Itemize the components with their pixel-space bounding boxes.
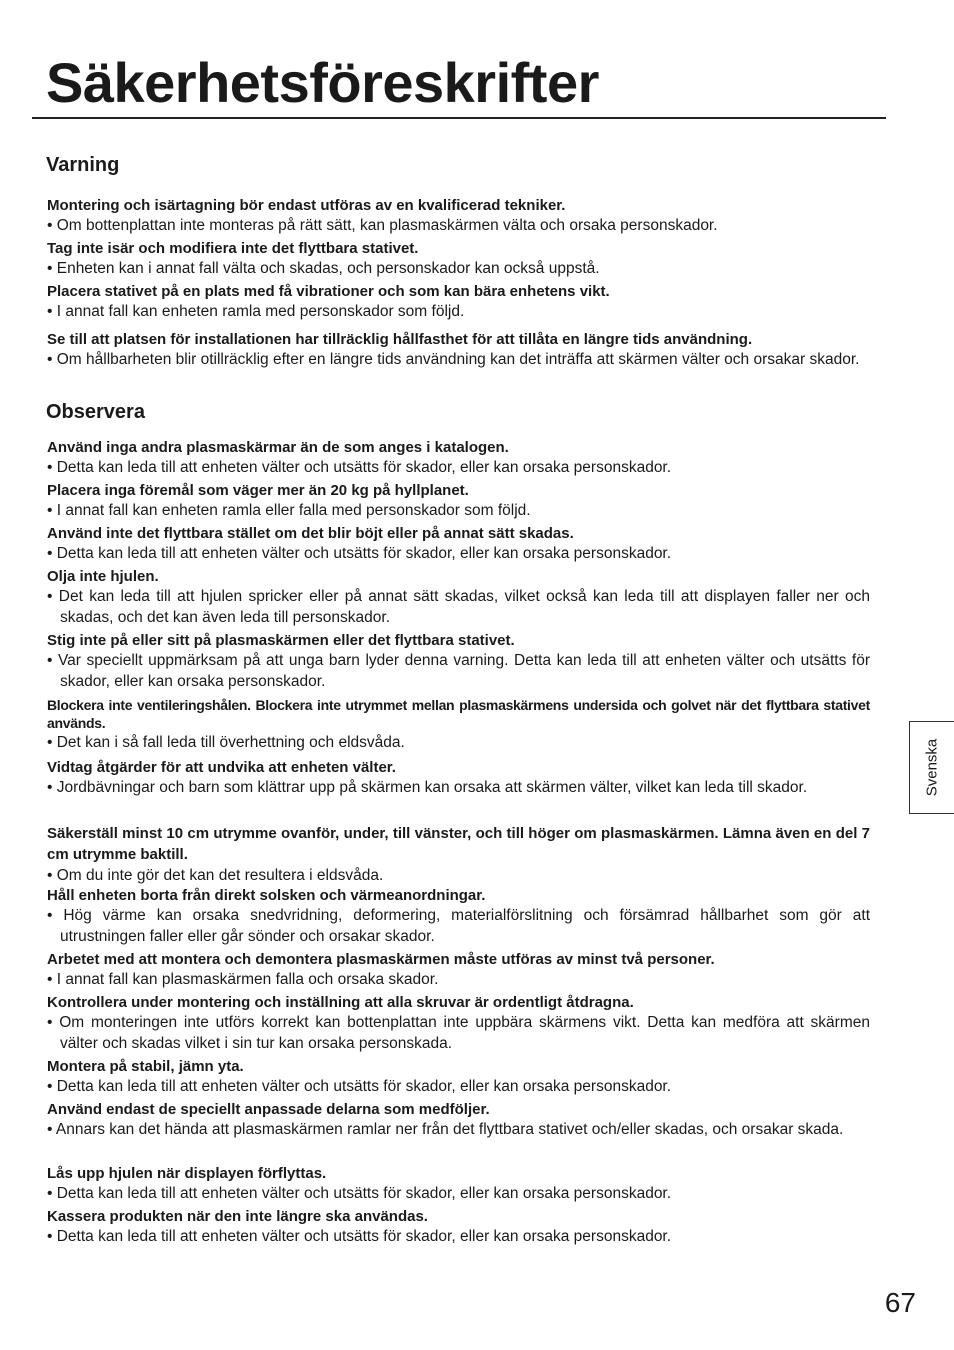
item-text: • Det kan leda till att hjulen spricker eller på annat sätt skadas, vilket också kan leda till att displayen faller ner och skadas, och det kan även leda till personskador.: [47, 588, 870, 626]
caution-item: [47, 759, 870, 798]
page-title: Säkerhetsföreskrifter: [46, 51, 599, 114]
item-title: Vidtag åtgärder för att undvika att enheten välter.: [47, 759, 396, 776]
item-text: • I annat fall kan enheten ramla eller falla med personskador som följd.: [47, 502, 531, 519]
item-text: • I annat fall kan enheten ramla med personskador som följd.: [47, 303, 465, 320]
item-title: Se till att platsen för installationen har tillräcklig hållfasthet för att tillåta en längre tids användning.: [47, 331, 753, 348]
item-title: Montering och isärtagning bör endast utföras av en kvalificerad tekniker.: [47, 197, 566, 214]
caution-item: [47, 823, 870, 886]
caution-item: [47, 439, 870, 478]
section-heading-varning: Varning: [46, 154, 120, 176]
item-title: Kontrollera under montering och inställning att alla skruvar är ordentligt åtdragna.: [47, 994, 634, 1011]
item-title: Använd inte det flyttbara stället om det blir böjt eller på annat sätt skadas.: [47, 525, 574, 542]
item-text: • Detta kan leda till att enheten välter och utsätts för skador, eller kan orsaka personskador.: [47, 545, 672, 562]
item-text: • Om hållbarheten blir otillräcklig efter en längre tids användning kan det inträffa att skärmen välter och orsakar skador.: [47, 351, 860, 368]
caution-item: [47, 1208, 870, 1247]
caution-item: [47, 951, 870, 990]
caution-item: [47, 1101, 870, 1140]
item-title: Placera stativet på en plats med få vibrationer och som kan bära enhetens vikt.: [47, 283, 610, 300]
item-text: • Detta kan leda till att enheten välter och utsätts för skador, eller kan orsaka personskador.: [47, 459, 672, 476]
caution-item: [47, 632, 870, 692]
warning-item: [47, 331, 870, 370]
page-number: 67: [884, 1287, 916, 1318]
item-title: Stig inte på eller sitt på plasmaskärmen eller det flyttbara stativet.: [47, 632, 515, 649]
item-text: • I annat fall kan plasmaskärmen falla och orsaka skador.: [47, 971, 439, 988]
caution-item: [47, 1058, 870, 1097]
item-text: • Om monteringen inte utförs korrekt kan bottenplattan inte uppbära skärmens vikt. Detta kan medföra att skärmen välter och skadas vilket i sin tur kan orsaka personskada.: [47, 1014, 870, 1052]
language-tab-label: Svenska: [923, 738, 941, 797]
item-title: Använd inga andra plasmaskärmar än de som anges i katalogen.: [47, 439, 509, 456]
item-text: • Om du inte gör det kan det resultera i eldsvåda.: [47, 867, 384, 884]
item-text: • Detta kan leda till att enheten välter och utsätts för skador, eller kan orsaka personskador.: [47, 1185, 672, 1202]
item-title: Använd endast de speciellt anpassade delarna som medföljer.: [47, 1101, 490, 1118]
item-title: Lås upp hjulen när displayen förflyttas.: [47, 1165, 327, 1182]
caution-item: [47, 887, 870, 947]
item-text: • Var speciellt uppmärksam på att unga barn lyder denna varning. Detta kan leda till att enheten välter och utsätts för skador, eller kan orsaka personskador.: [47, 652, 870, 690]
item-title: Håll enheten borta från direkt solsken och värmeanordningar.: [47, 887, 486, 904]
item-text: • Om bottenplattan inte monteras på rätt sätt, kan plasmaskärmen välta och orsaka personskador.: [47, 217, 718, 234]
item-title: Säkerställ minst 10 cm utrymme ovanför, under, till vänster, och till höger om plasmaskärmen. Lämna även en del 7 cm utrymme baktill.: [47, 825, 870, 863]
item-text: • Detta kan leda till att enheten välter och utsätts för skador, eller kan orsaka personskador.: [47, 1078, 672, 1095]
caution-item: [47, 1165, 870, 1204]
caution-item: [47, 696, 870, 753]
language-tab: [909, 721, 954, 814]
warning-item: [47, 197, 870, 236]
caution-item: [47, 994, 870, 1054]
item-text: • Hög värme kan orsaka snedvridning, deformering, materialförslitning och försämrad hållbarhet som gör att utrustningen faller eller går sönder och orsakar skador.: [47, 907, 870, 945]
item-title: Olja inte hjulen.: [47, 568, 159, 585]
item-text: • Det kan i så fall leda till överhettning och eldsvåda.: [47, 734, 405, 751]
caution-item: [47, 482, 870, 521]
warning-item: [47, 240, 870, 279]
item-title: Placera inga föremål som väger mer än 20 kg på hyllplanet.: [47, 482, 469, 499]
item-title: Kassera produkten när den inte längre ska användas.: [47, 1208, 428, 1225]
item-title: Tag inte isär och modifiera inte det flyttbara stativet.: [47, 240, 419, 257]
caution-item: [47, 525, 870, 564]
item-text: • Detta kan leda till att enheten välter och utsätts för skador, eller kan orsaka personskador.: [47, 1228, 672, 1245]
caution-item: [47, 568, 870, 628]
item-title: Montera på stabil, jämn yta.: [47, 1058, 244, 1075]
item-text: • Enheten kan i annat fall välta och skadas, och personskador kan också uppstå.: [47, 260, 600, 277]
item-title: Blockera inte ventileringshålen. Blockera inte utrymmet mellan plasmaskärmens undersida och golvet när det flyttbara stativet används.: [47, 697, 870, 731]
title-divider: [32, 117, 886, 119]
item-text: • Annars kan det hända att plasmaskärmen ramlar ner från det flyttbara stativet och/eller skadas, och orsakar skada.: [47, 1121, 844, 1138]
section-heading-observera: Observera: [46, 401, 145, 423]
warning-item: [47, 283, 870, 322]
item-title: Arbetet med att montera och demontera plasmaskärmen måste utföras av minst två personer.: [47, 951, 715, 968]
item-text: • Jordbävningar och barn som klättrar upp på skärmen kan orsaka att skärmen välter, vilket kan leda till skador.: [47, 779, 808, 796]
